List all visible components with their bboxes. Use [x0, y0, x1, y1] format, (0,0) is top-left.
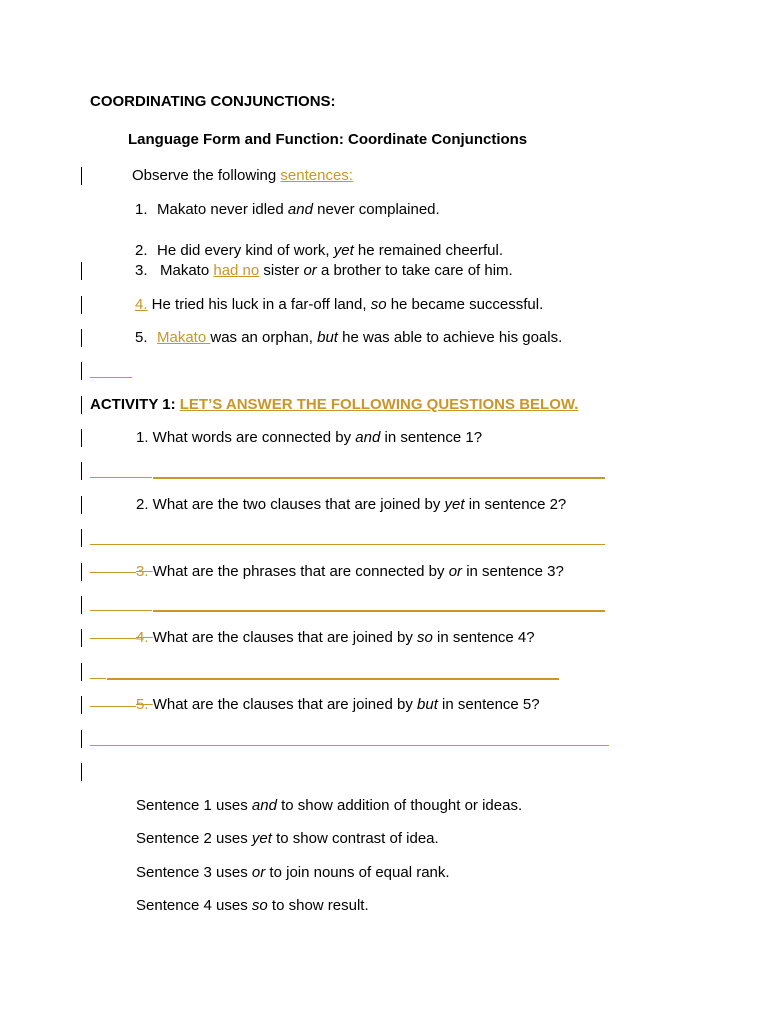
conjunction: yet	[333, 242, 354, 259]
question-number: 4.	[136, 629, 153, 646]
sentence-number: 4.	[135, 296, 148, 313]
tracked-underline	[90, 377, 132, 378]
conjunction: or	[303, 262, 317, 279]
note-text: to show result.	[267, 897, 369, 914]
answer-line	[90, 678, 106, 679]
question-text: in sentence 5?	[437, 696, 540, 713]
sentence-text: a brother to take care of him.	[316, 262, 513, 279]
conjunction: or	[251, 864, 266, 881]
observe-text: Observe the following	[132, 167, 281, 184]
change-bar	[81, 529, 82, 547]
change-bar	[81, 296, 82, 314]
question-number: 5.	[136, 696, 153, 713]
change-bar	[81, 396, 82, 414]
sentence-3	[135, 262, 513, 280]
conjunction: but	[317, 329, 338, 346]
answer-line	[90, 745, 609, 746]
note-text: to show addition of thought or ideas.	[276, 797, 523, 814]
sentence-number: 5.	[135, 329, 148, 346]
question-text: What words are connected by	[148, 429, 356, 446]
sentence-text: was an orphan,	[210, 329, 318, 346]
change-bar	[81, 563, 82, 581]
conjunction: but	[417, 696, 438, 713]
question-2	[136, 496, 566, 514]
sentence-2	[135, 242, 503, 260]
question-number: 2.	[136, 496, 149, 513]
question-text: What are the two clauses that are joined by	[148, 496, 445, 513]
activity-instruction: LET’S ANSWER THE FOLLOWING QUESTIONS BELOW.	[179, 396, 579, 413]
note-text: Sentence 1 uses	[136, 797, 252, 814]
change-bar	[81, 763, 82, 781]
sentence-text: sister	[259, 262, 304, 279]
sentence-text: he was able to achieve his goals.	[337, 329, 563, 346]
conjunction: yet	[444, 496, 465, 513]
conjunction: so	[417, 629, 433, 646]
sentence-text: Makato	[160, 262, 214, 279]
change-bar	[81, 329, 82, 347]
question-number: 3.	[136, 563, 153, 580]
sentence-text: he became successful.	[386, 296, 544, 313]
note-1	[136, 797, 522, 815]
sentence-text: Makato never idled	[157, 201, 288, 218]
answer-line	[107, 678, 559, 680]
sentence-1	[135, 201, 440, 219]
sentence-number: 2.	[135, 242, 148, 259]
question-3	[136, 563, 564, 581]
note-3	[136, 864, 450, 882]
note-text: Sentence 3 uses	[136, 864, 252, 881]
activity-heading	[90, 396, 578, 414]
subtitle: Language Form and Function: Coordinate Conjunctions	[128, 131, 528, 148]
sentence-text: he remained cheerful.	[353, 242, 504, 259]
conjunction: and	[355, 429, 381, 446]
sentence-number: 3.	[135, 262, 148, 279]
question-text: in sentence 1?	[380, 429, 483, 446]
change-bar	[81, 663, 82, 681]
question-text: What are the clauses that are joined by	[152, 696, 418, 713]
question-text: in sentence 2?	[464, 496, 567, 513]
page-title: COORDINATING CONJUNCTIONS:	[90, 93, 336, 110]
change-bar	[81, 462, 82, 480]
question-5	[136, 696, 540, 714]
change-bar	[81, 730, 82, 748]
answer-line	[153, 610, 605, 612]
change-bar	[81, 262, 82, 280]
sentence-4	[135, 296, 543, 314]
observe-link: sentences:	[280, 167, 353, 184]
note-text: Sentence 2 uses	[136, 830, 252, 847]
question-4	[136, 629, 535, 647]
question-text: What are the phrases that are connected by	[152, 563, 449, 580]
conjunction: and	[251, 797, 277, 814]
change-bar	[81, 362, 82, 380]
tracked-insertion: Makato	[157, 329, 211, 346]
sentence-text: He tried his luck in a far-off land,	[147, 296, 371, 313]
sentence-5	[135, 329, 562, 347]
change-bar	[81, 696, 82, 714]
change-bar	[81, 629, 82, 647]
conjunction: so	[370, 296, 387, 313]
note-2	[136, 830, 439, 848]
note-4	[136, 897, 369, 915]
tracked-deletion-line	[90, 572, 136, 573]
observe-line	[132, 167, 353, 185]
sentence-number: 1.	[135, 201, 148, 218]
question-text: in sentence 4?	[432, 629, 535, 646]
conjunction: or	[448, 563, 463, 580]
note-text: to join nouns of equal rank.	[265, 864, 450, 881]
note-text: Sentence 4 uses	[136, 897, 252, 914]
question-text: in sentence 3?	[462, 563, 564, 580]
change-bar	[81, 496, 82, 514]
question-text: What are the clauses that are joined by	[152, 629, 418, 646]
sentence-text: He did every kind of work,	[157, 242, 334, 259]
question-1	[136, 429, 482, 447]
change-bar	[81, 429, 82, 447]
sentence-text: never complained.	[312, 201, 440, 218]
question-number: 1.	[136, 429, 149, 446]
answer-line	[153, 477, 605, 479]
tracked-deletion-line	[90, 706, 136, 707]
tracked-insertion: had no	[213, 262, 260, 279]
note-text: to show contrast of idea.	[271, 830, 439, 847]
change-bar	[81, 596, 82, 614]
answer-line	[90, 477, 152, 478]
activity-label: ACTIVITY 1:	[90, 396, 180, 413]
conjunction: and	[287, 201, 313, 218]
conjunction: so	[251, 897, 268, 914]
answer-line	[90, 610, 152, 611]
change-bar	[81, 167, 82, 185]
answer-line	[90, 544, 605, 545]
tracked-deletion-line	[90, 638, 136, 639]
conjunction: yet	[251, 830, 272, 847]
